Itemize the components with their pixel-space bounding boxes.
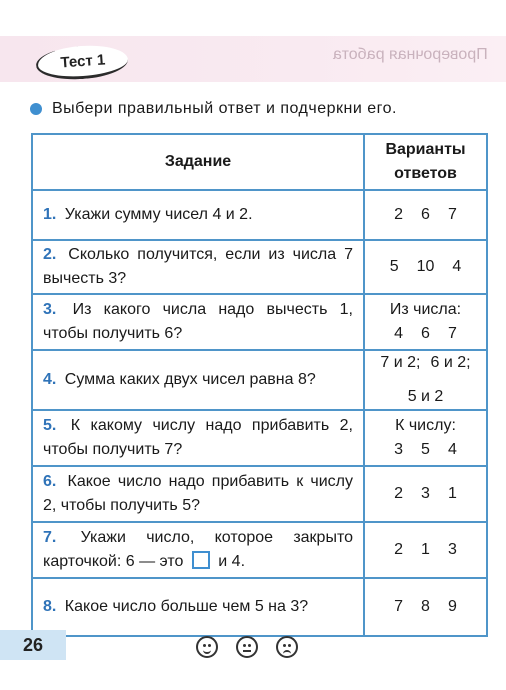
answer-cell <box>364 522 487 578</box>
task-number: 7. <box>43 529 57 546</box>
task-text: Укажи число, которое закрыто карточкой: 6 — это <box>43 529 353 570</box>
answer-option[interactable]: 7 <box>447 325 457 342</box>
table-row <box>32 240 487 294</box>
task-text-cell <box>32 240 364 294</box>
task-table <box>31 133 488 637</box>
task-number: 5. <box>43 417 57 434</box>
task-text-cell <box>32 522 364 578</box>
answer-option[interactable]: 6 и 2; <box>430 354 471 371</box>
task-number: 4. <box>43 371 57 388</box>
answer-cell <box>364 410 487 466</box>
answer-option[interactable]: 5 и 2 <box>407 388 444 405</box>
answer-cell <box>364 190 487 240</box>
task-text: Укажи сумму чисел 4 и 2. <box>64 206 253 223</box>
table-row <box>32 294 487 350</box>
table-row <box>32 522 487 578</box>
answer-option[interactable]: 1 <box>447 485 457 502</box>
answer-cell <box>364 466 487 522</box>
task-text-cell <box>32 350 364 410</box>
table-row <box>32 410 487 466</box>
header-answers: Варианты ответов <box>364 134 487 190</box>
task-text: Какое число больше чем 5 на 3? <box>64 598 309 615</box>
answer-option[interactable]: 2 <box>394 541 404 558</box>
answer-option[interactable]: 4 <box>452 258 462 275</box>
answer-option[interactable]: 7 и 2; <box>380 354 421 371</box>
task-text: Сумма каких двух чисел равна 8? <box>64 371 316 388</box>
table-header-row <box>32 134 487 190</box>
answer-option[interactable]: 5 <box>421 441 430 458</box>
table-row <box>32 466 487 522</box>
answer-option[interactable]: 6 <box>421 206 430 223</box>
page-number-text: 26 <box>22 634 44 655</box>
answer-option[interactable]: 7 <box>447 206 457 223</box>
answer-cell <box>364 240 487 294</box>
answer-cell <box>364 350 487 410</box>
instruction <box>30 100 397 118</box>
task-text-tail: и 4. <box>218 553 246 570</box>
table-row <box>32 350 487 410</box>
answer-cell <box>364 294 487 350</box>
bullet-icon <box>30 103 42 115</box>
task-text-cell <box>32 190 364 240</box>
answer-option[interactable]: 10 <box>416 258 435 275</box>
answer-option[interactable]: 3 <box>394 441 404 458</box>
answer-option[interactable]: 9 <box>447 598 457 615</box>
task-number: 3. <box>43 301 57 318</box>
task-text: Какое число надо прибавить к числу 2, чтобы получить 5? <box>43 473 353 514</box>
task-text: К какому числу надо прибавить 2, чтобы получить 7? <box>43 417 353 458</box>
answer-option[interactable]: 3 <box>421 485 430 502</box>
answer-option[interactable]: 4 <box>447 441 457 458</box>
answer-prefix: Из числа: <box>389 301 462 318</box>
mirrored-band-text: Проверочная работа <box>333 46 488 63</box>
task-text: Из какого числа надо вычесть 1, чтобы получить 6? <box>43 301 353 342</box>
answer-option[interactable]: 5 <box>389 258 399 275</box>
header-task: Задание <box>32 134 364 190</box>
answer-cell <box>364 578 487 636</box>
test-badge-label: Тест 1 <box>59 50 106 71</box>
answer-option[interactable]: 7 <box>394 598 404 615</box>
task-number: 1. <box>43 206 57 223</box>
answer-option[interactable]: 2 <box>394 206 404 223</box>
task-number: 6. <box>43 473 57 490</box>
table-row <box>32 578 487 636</box>
instruction-text: Выбери правильный ответ и подчеркни его. <box>52 100 397 117</box>
answer-option[interactable]: 4 <box>394 325 404 342</box>
table-row <box>32 190 487 240</box>
card-box-icon <box>192 551 210 569</box>
task-text-cell <box>32 294 364 350</box>
task-text-cell <box>32 466 364 522</box>
page-number <box>0 630 66 660</box>
answer-option[interactable]: 8 <box>421 598 430 615</box>
self-assessment-faces <box>196 636 298 658</box>
task-text-cell <box>32 410 364 466</box>
task-text-cell <box>32 578 364 636</box>
answer-option[interactable]: 6 <box>421 325 430 342</box>
task-number: 2. <box>43 246 57 263</box>
smile-face-icon[interactable] <box>196 636 218 658</box>
task-number: 8. <box>43 598 57 615</box>
sad-face-icon[interactable] <box>276 636 298 658</box>
answer-option[interactable]: 2 <box>394 485 404 502</box>
answer-option[interactable]: 1 <box>421 541 430 558</box>
task-text: Сколько получится, если из числа 7 вычесть 3? <box>43 246 353 287</box>
neutral-face-icon[interactable] <box>236 636 258 658</box>
answer-prefix: К числу: <box>395 417 456 434</box>
answer-option[interactable]: 3 <box>447 541 457 558</box>
